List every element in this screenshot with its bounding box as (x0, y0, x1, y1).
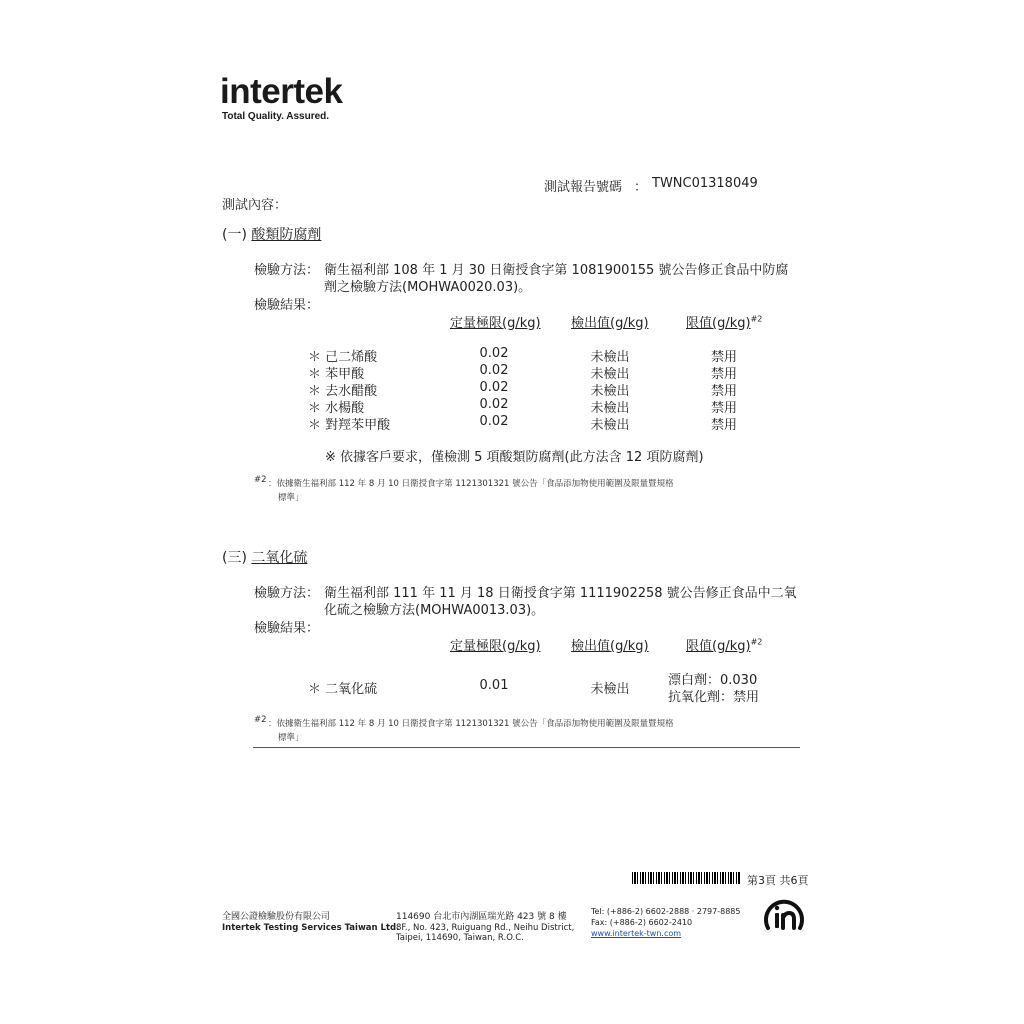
table-row-detect: 未檢出 (590, 367, 630, 382)
section1-heading (222, 224, 321, 244)
table-row-limit: 禁用 (710, 384, 738, 399)
table-row-loq: 0.02 (479, 380, 509, 395)
section1-result-label: 檢驗結果： (254, 298, 320, 313)
section1-index: (一) (222, 227, 247, 243)
section2-col-limit-sup: #2 (750, 637, 763, 647)
report-number-separator: ： (634, 180, 648, 195)
section1-col-limit (686, 312, 762, 331)
section2-heading (222, 547, 307, 567)
footer-tel: Tel: (+886-2) 6602-2888 · 2797-8885 (591, 907, 741, 916)
section1-title: 酸類防腐劑 (251, 227, 322, 243)
table-row-limit: 禁用 (710, 350, 738, 365)
intertek-in-seal-icon (760, 894, 808, 942)
test-content-label: 測試內容： (222, 198, 288, 213)
table-row-name: ＊ 二氧化硫 (308, 682, 378, 697)
section1-col-detect: 檢出值(g/kg) (571, 316, 649, 331)
section-divider (253, 747, 800, 748)
section1-col-limit-text: 限值(g/kg) (686, 316, 751, 331)
table-row-loq: 0.02 (479, 363, 509, 378)
report-number: TWNC01318049 (652, 176, 758, 191)
footer-address-en-line1: 8F., No. 423, Ruiguang Rd., Neihu District, (396, 923, 575, 933)
footer-company-zh: 全國公證檢驗股份有限公司 (222, 912, 331, 922)
table-row-detect: 未檢出 (590, 350, 630, 365)
table-row-limit-antioxidant: 抗氧化劑：禁用 (668, 690, 760, 705)
intertek-logo: intertek (220, 72, 343, 111)
section1-footnote-mark: #2 (254, 475, 267, 485)
section2-col-limit (686, 635, 762, 654)
section2-footnote-line1: ：依據衛生福利部 112 年 8 月 10 日衛授食字第 1121301321 號公告「食品添加物使用範圍及限量暨規格 (268, 719, 674, 729)
section1-footnote-line1: ：依據衛生福利部 112 年 8 月 10 日衛授食字第 1121301321 號公告「食品添加物使用範圍及限量暨規格 (268, 479, 674, 489)
table-row-name: ＊ 苯甲酸 (308, 367, 365, 382)
table-row-name: ＊ 水楊酸 (308, 401, 365, 416)
footer-company-en: Intertek Testing Services Taiwan Ltd. (222, 923, 400, 933)
table-row-detect: 未檢出 (590, 384, 630, 399)
table-row-detect: 未檢出 (590, 401, 630, 416)
footer-address-zh: 114690 台北市內湖區瑞光路 423 號 8 樓 (396, 912, 567, 922)
section2-col-detect: 檢出值(g/kg) (571, 639, 649, 654)
section2-title: 二氧化硫 (251, 550, 308, 566)
footer-website-link[interactable]: www.intertek-twn.com (591, 929, 682, 938)
table-row-name: ＊ 去水醋酸 (308, 384, 378, 399)
barcode-icon (632, 872, 740, 884)
section1-col-loq: 定量極限(g/kg) (450, 316, 541, 331)
table-row-limit: 禁用 (710, 401, 738, 416)
table-row-detect: 未檢出 (590, 682, 630, 697)
section2-method-line2: 化硫之檢驗方法(MOHWA0013.03)。 (324, 603, 545, 618)
section2-method-label: 檢驗方法： (254, 586, 320, 601)
table-row-limit: 禁用 (710, 418, 738, 433)
section2-col-limit-text: 限值(g/kg) (686, 639, 751, 654)
table-row-name: ＊ 己二烯酸 (308, 350, 378, 365)
section1-col-limit-sup: #2 (750, 314, 763, 324)
section2-method-line1: 衛生福利部 111 年 11 月 18 日衛授食字第 1111902258 號公告修正食品中二氧 (324, 586, 797, 601)
table-row-name: ＊ 對羥苯甲酸 (308, 418, 391, 433)
footer-fax: Fax: (+886-2) 6602-2410 (591, 918, 693, 927)
section1-method-label: 檢驗方法： (254, 263, 320, 278)
table-row-loq: 0.02 (479, 346, 509, 361)
table-row-loq: 0.02 (479, 414, 509, 429)
table-row-loq: 0.01 (479, 678, 509, 693)
page-number: 第3頁 共6頁 (747, 874, 809, 887)
section2-footnote-mark: #2 (254, 715, 267, 725)
section2-result-label: 檢驗結果： (254, 621, 320, 636)
table-row-loq: 0.02 (479, 397, 509, 412)
section1-note: ※ 依據客戶要求，僅檢測 5 項酸類防腐劑(此方法含 12 項防腐劑) (325, 450, 704, 465)
table-row-limit-bleach: 漂白劑：0.030 (668, 673, 758, 688)
report-number-label: 測試報告號碼 (544, 180, 623, 195)
logo-tagline: Total Quality. Assured. (222, 111, 330, 122)
table-row-limit: 禁用 (710, 367, 738, 382)
section2-col-loq: 定量極限(g/kg) (450, 639, 541, 654)
footer-address-en-line2: Taipei, 114690, Taiwan, R.O.C. (396, 933, 524, 943)
table-row-detect: 未檢出 (590, 418, 630, 433)
section1-footnote-line2: 標準」 (278, 493, 304, 503)
section1-method-line2: 劑之檢驗方法(MOHWA0020.03)。 (324, 280, 532, 295)
section2-footnote-line2: 標準」 (278, 733, 304, 743)
section2-index: (三) (222, 550, 247, 566)
section1-method-line1: 衛生福利部 108 年 1 月 30 日衛授食字第 1081900155 號公告修正食品中防腐 (324, 263, 789, 278)
